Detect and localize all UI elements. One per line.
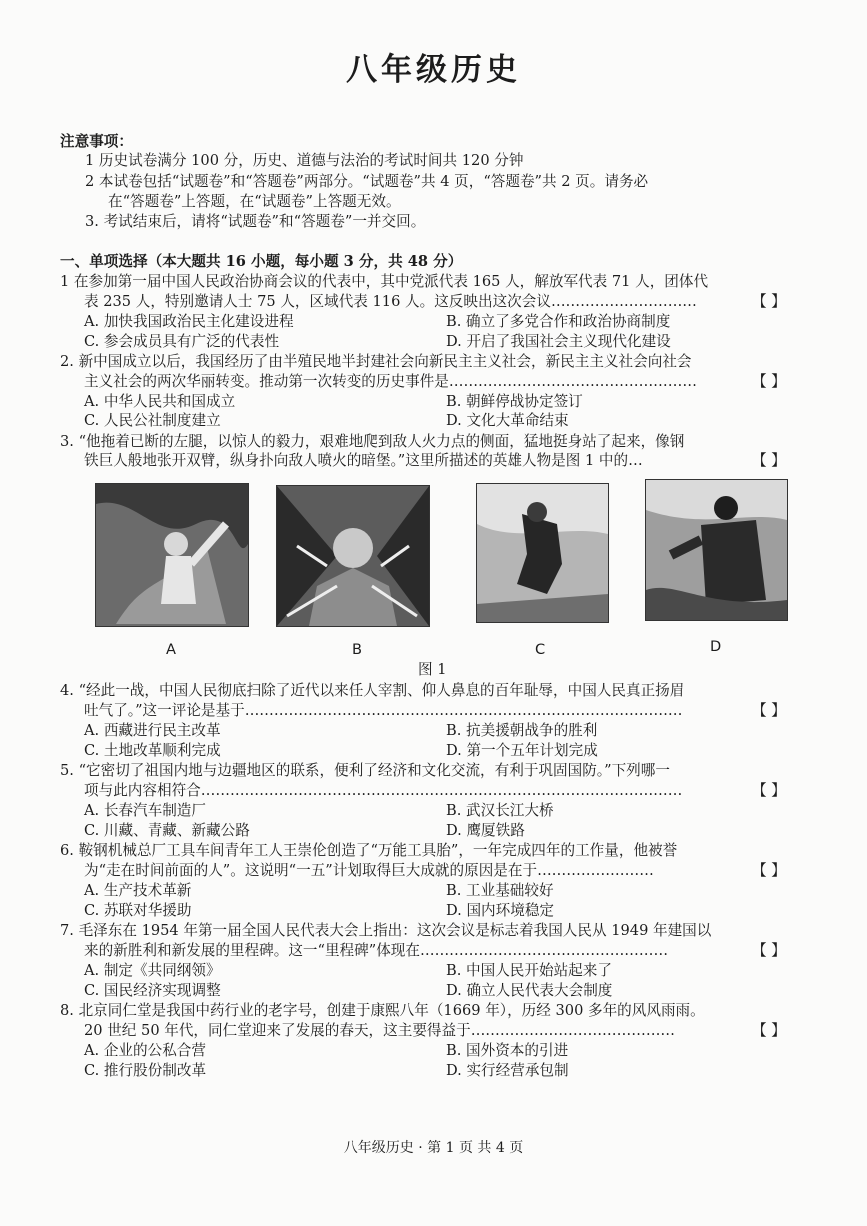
answer-bracket: 【 】 xyxy=(752,942,786,959)
notes-heading: 注意事项： xyxy=(60,133,133,150)
question-6-stem: 为“走在时间前面的人”。这说明“一五”计划取得巨大成就的原因是在于…………………… xyxy=(84,862,654,879)
option: D. 开启了我国社会主义现代化建设 xyxy=(446,333,671,350)
figure-label-c: C xyxy=(535,641,546,658)
option: B. 武汉长江大桥 xyxy=(446,802,554,819)
question-7-stem: 来的新胜利和新发展的里程碑。这一“里程碑”体现在…………………………………………… xyxy=(84,942,669,959)
option: D. 确立人民代表大会制度 xyxy=(446,982,613,999)
note-item: 1 历史试卷满分 100 分，历史、道德与法治的考试时间共 120 分钟 xyxy=(85,152,524,169)
page-footer: 八年级历史 · 第 1 页 共 4 页 xyxy=(343,1140,524,1156)
option: D. 实行经营承包制 xyxy=(446,1062,569,1079)
answer-bracket: 【 】 xyxy=(752,452,786,469)
option: A. 西藏进行民主改革 xyxy=(84,722,221,739)
answer-bracket: 【 】 xyxy=(752,293,786,310)
figure-label-a: A xyxy=(166,641,176,658)
question-6-stem: 6. 鞍钢机械总厂工具车间青年工人王崇伦创造了“万能工具胎”，一年完成四年的工作量，他被誉 xyxy=(60,842,678,859)
note-item: 在“答题卷”上答题，在“试题卷”上答题无效。 xyxy=(108,193,401,210)
question-5-stem: 5. “它密切了祖国内地与边疆地区的联系，便利了经济和文化交流，有利于巩固国防。”下列哪一 xyxy=(60,762,670,779)
option: C. 土地改革顺利完成 xyxy=(84,742,221,759)
option: A. 生产技术革新 xyxy=(84,882,192,899)
option: D. 国内环境稳定 xyxy=(446,902,555,919)
option: A. 加快我国政治民主化建设进程 xyxy=(84,313,294,330)
option: B. 国外资本的引进 xyxy=(446,1042,569,1059)
question-1-stem: 表 235 人，特别邀请人士 75 人，区域代表 116 人。这反映出这次会议………………………… xyxy=(84,293,697,310)
question-2-stem: 2. 新中国成立以后，我国经历了由半殖民地半封建社会向新民主主义社会，新民主主义社会向社会 xyxy=(60,353,692,370)
option: C. 人民公社制度建立 xyxy=(84,412,221,429)
figure-label-d: D xyxy=(710,638,722,655)
option: B. 朝鲜停战协定签订 xyxy=(446,393,583,410)
answer-bracket: 【 】 xyxy=(752,1022,786,1039)
option: C. 川藏、青藏、新藏公路 xyxy=(84,822,250,839)
option: B. 确立了多党合作和政治协商制度 xyxy=(446,313,671,330)
answer-bracket: 【 】 xyxy=(752,702,786,719)
option: D. 文化大革命结束 xyxy=(446,412,569,429)
question-3-stem: 3. “他拖着已断的左腿，以惊人的毅力，艰难地爬到敌人火力点的侧面，猛地挺身站了起来，像钢 xyxy=(60,433,685,450)
option: A. 制定《共同纲领》 xyxy=(84,962,221,979)
figure-image-c xyxy=(476,483,609,623)
section-heading: 一、单项选择（本大题共 16 小题，每小题 3 分，共 48 分） xyxy=(60,253,463,270)
option: C. 苏联对华援助 xyxy=(84,902,192,919)
option: D. 鹰厦铁路 xyxy=(446,822,525,839)
option: A. 长春汽车制造厂 xyxy=(84,802,206,819)
answer-bracket: 【 】 xyxy=(752,862,786,879)
option: B. 抗美援朝战争的胜利 xyxy=(446,722,598,739)
figure-caption: 图 1 xyxy=(418,661,447,678)
option: C. 国民经济实现调整 xyxy=(84,982,221,999)
question-1-stem: 1 在参加第一届中国人民政治协商会议的代表中，其中党派代表 165 人，解放军代表 71 人，团体代 xyxy=(60,273,709,290)
option: A. 企业的公私合营 xyxy=(84,1042,206,1059)
figure-image-b xyxy=(276,485,430,627)
note-item: 2 本试卷包括“试题卷”和“答题卷”两部分。“试题卷”共 4 页，“答题卷”共 2 页。请务必 xyxy=(85,173,649,190)
answer-bracket: 【 】 xyxy=(752,782,786,799)
option: C. 推行股份制改革 xyxy=(84,1062,207,1079)
option: A. 中华人民共和国成立 xyxy=(84,393,236,410)
answer-bracket: 【 】 xyxy=(752,373,786,390)
option: C. 参会成员具有广泛的代表性 xyxy=(84,333,280,350)
page-title: 八年级历史 xyxy=(346,52,521,88)
question-5-stem: 项与此内容相符合……………………………………………………………………………………… xyxy=(84,782,683,799)
question-8-stem: 8. 北京同仁堂是我国中药行业的老字号，创建于康熙八年（1669 年），历经 300 多年的风风雨雨。 xyxy=(60,1002,705,1019)
question-4-stem: 4. “经此一战，中国人民彻底扫除了近代以来任人宰割、仰人鼻息的百年耻辱，中国人民真正扬眉 xyxy=(60,682,685,699)
figure-image-a xyxy=(95,483,249,627)
figure-image-d xyxy=(645,479,788,621)
option: B. 中国人民开始站起来了 xyxy=(446,962,612,979)
option: B. 工业基础较好 xyxy=(446,882,554,899)
question-7-stem: 7. 毛泽东在 1954 年第一届全国人民代表大会上指出：这次会议是标志着我国人民从 1949 年建国以 xyxy=(60,922,712,939)
option: D. 第一个五年计划完成 xyxy=(446,742,598,759)
question-3-stem: 铁巨人般地张开双臂，纵身扑向敌人喷火的暗堡。”这里所描述的英雄人物是图 1 中的… xyxy=(84,452,643,469)
question-4-stem: 吐气了。”这一评论是基于……………………………………………………………………………… xyxy=(84,702,683,719)
question-8-stem: 20 世纪 50 年代，同仁堂迎来了发展的春天，这主要得益于…………………………………… xyxy=(84,1022,676,1039)
note-item: 3. 考试结束后，请将“试题卷”和“答题卷”一并交回。 xyxy=(85,213,426,230)
question-2-stem: 主义社会的两次华丽转变。推动第一次转变的历史事件是…………………………………………… xyxy=(84,373,697,390)
figure-label-b: B xyxy=(352,641,363,658)
